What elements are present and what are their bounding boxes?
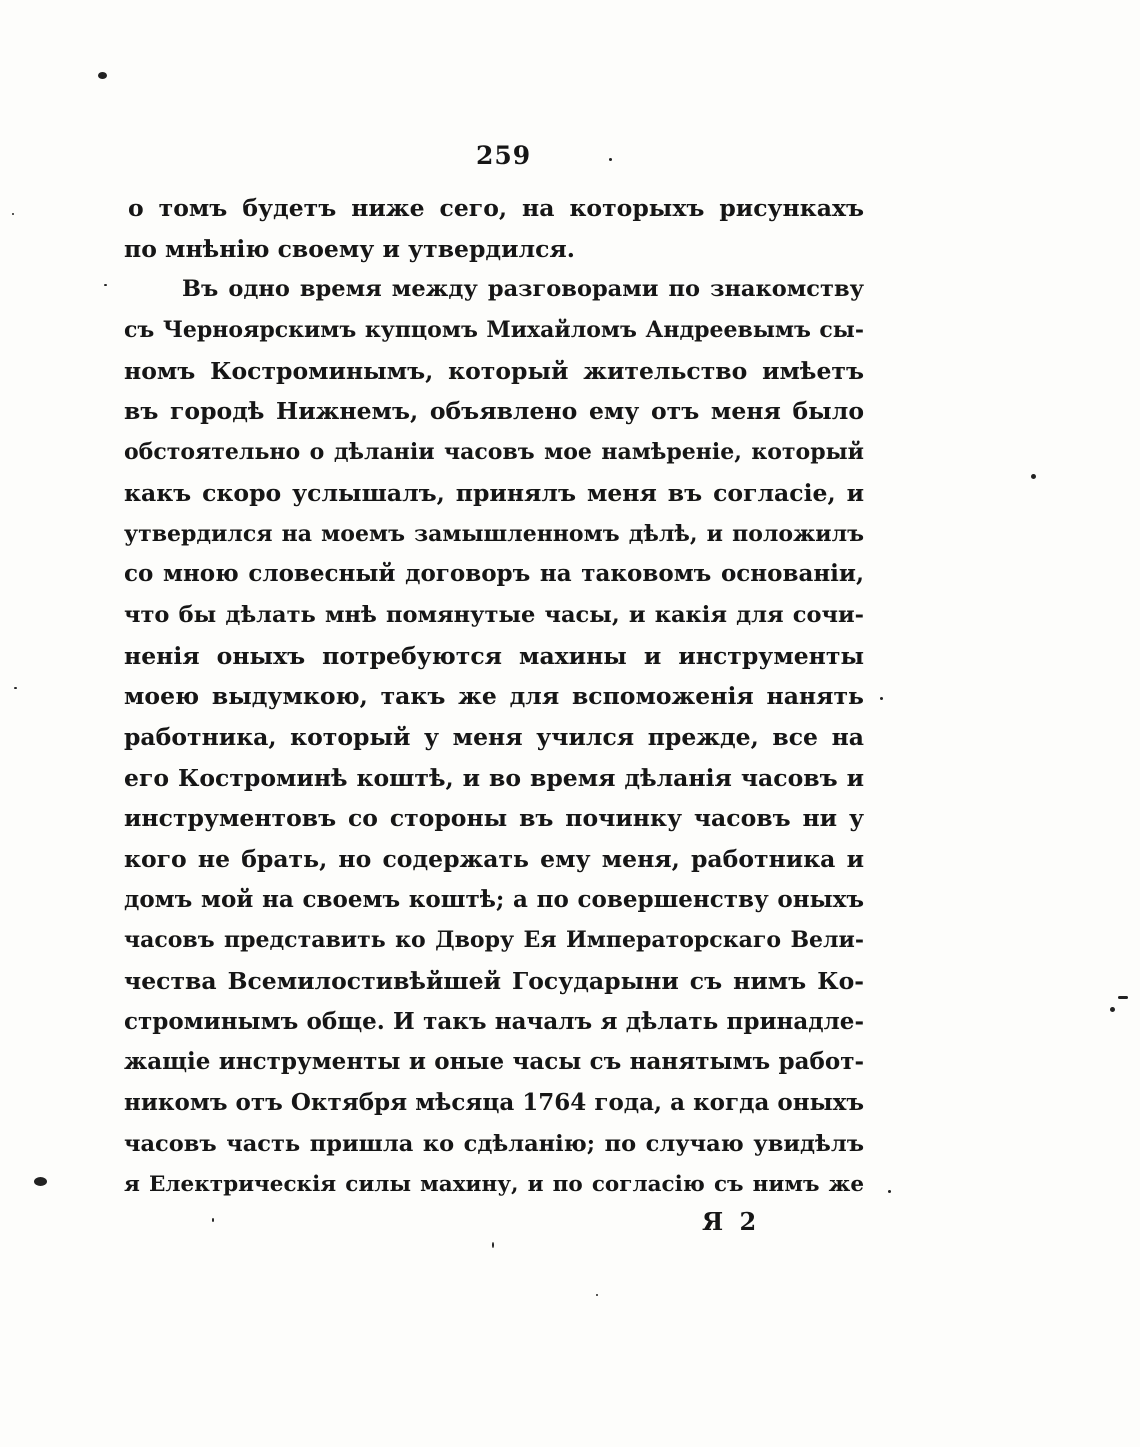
ink-speck	[1031, 474, 1036, 479]
ink-speck	[609, 158, 612, 161]
text-line: о томъ будетъ ниже сего, на которыхъ рисункахъ	[128, 194, 864, 222]
text-line: съ Черноярскимъ купцомъ Михайломъ Андреевымъ сы-	[124, 317, 864, 344]
text-line: домъ мой на своемъ коштѣ; а по совершенству оныхъ	[124, 885, 864, 913]
text-line: я Електрическія силы махину, и по согласію съ нимъ же	[124, 1171, 864, 1197]
text-line: по мнѣнію своему и утвердился.	[124, 234, 575, 263]
text-line: жащіе инструменты и оные часы съ нанятымъ работ-	[124, 1048, 864, 1076]
ink-speck	[98, 72, 107, 79]
ink-speck	[492, 1242, 494, 1248]
text-line: кого не брать, но содержать ему меня, работника и	[124, 845, 864, 873]
text-line: что бы дѣлать мнѣ помянутые часы, и какія для сочи-	[124, 601, 864, 628]
text-line: утвердился на моемъ замышленномъ дѣлѣ, и положилъ	[124, 520, 864, 547]
text-line: со мною словесный договоръ на таковомъ основаніи,	[124, 560, 864, 588]
text-line: какъ скоро услышалъ, принялъ меня въ согласіе, и	[124, 478, 864, 507]
ink-speck	[1110, 1007, 1115, 1012]
catchword-signature: Я 2	[702, 1207, 761, 1236]
text-line: номъ Костроминымъ, который жительство имѣетъ	[124, 356, 864, 385]
text-line: работника, который у меня учился прежде, все на	[124, 722, 864, 751]
text-line: никомъ отъ Октября мѣсяца 1764 года, а когда оныхъ	[124, 1089, 864, 1117]
text-line: моею выдумкою, такъ же для вспоможенія нанять	[124, 682, 864, 711]
ink-speck	[888, 1190, 891, 1193]
ink-speck	[34, 1177, 47, 1186]
page-number: 259	[476, 141, 532, 170]
ink-speck	[104, 284, 107, 286]
text-line: инструментовъ со стороны въ починку часовъ ни у	[124, 804, 864, 833]
ink-speck	[880, 697, 883, 700]
ink-speck	[12, 213, 14, 215]
text-line: обстоятельно о дѣланіи часовъ мое намѣреніе, который	[124, 439, 864, 466]
paragraph-start-line: Въ одно время между разговорами по знакомству	[182, 276, 864, 303]
body-text	[124, 188, 864, 1205]
text-line: строминымъ обще. И такъ началъ я дѣлать принадле-	[124, 1007, 864, 1035]
ink-speck	[1118, 996, 1128, 999]
text-line: ненія оныхъ потребуются махины и инструменты	[124, 641, 864, 670]
text-line: часовъ представить ко Двору Ея Императорскаго Вели-	[124, 927, 864, 954]
text-line: въ городѣ Нижнемъ, объявлено ему отъ меня было	[124, 397, 864, 426]
ink-speck	[212, 1218, 214, 1222]
text-line: чества Всемилостивѣйшей Государыни съ нимъ Ко-	[124, 967, 864, 996]
ink-speck	[14, 687, 17, 689]
text-line: его Костроминѣ коштѣ, и во время дѣланія часовъ и	[124, 763, 864, 792]
text-line: часовъ часть пришла ко сдѣланію; по случаю увидѣлъ	[124, 1130, 864, 1157]
ink-speck	[596, 1294, 598, 1296]
